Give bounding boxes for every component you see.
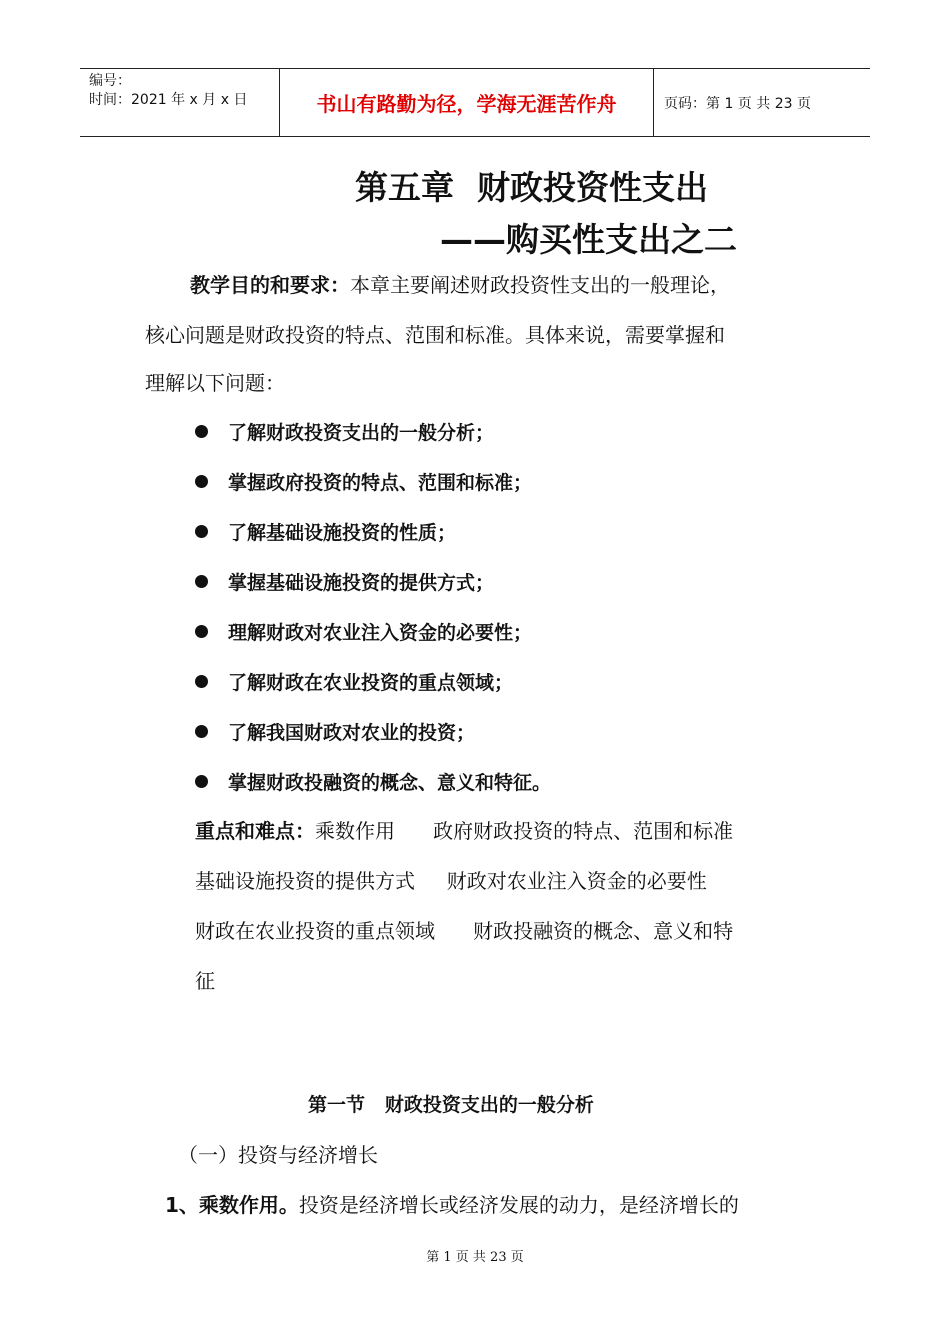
objectives-label: 教学目的和要求： <box>190 273 350 297</box>
number-label: 编号： <box>89 73 131 89</box>
bullet-icon <box>195 525 208 538</box>
bullet-icon <box>195 675 208 688</box>
list-item: 掌握政府投资的特点、范围和标准； <box>195 458 551 508</box>
header-page-info: 页码：第 1 页 共 23 页 <box>664 95 811 112</box>
chapter-title: 第五章 财政投资性支出 <box>355 168 708 207</box>
bullet-icon <box>195 625 208 638</box>
bullet-icon <box>195 725 208 738</box>
bullet-icon <box>195 425 208 438</box>
subsection-title: （一）投资与经济增长 <box>178 1143 378 1167</box>
key-points-line-2: 基础设施投资的提供方式 财政对农业注入资金的必要性 <box>195 869 707 893</box>
bullet-icon <box>195 775 208 788</box>
key-points-line-1 <box>195 806 733 856</box>
section-title: 第一节 财政投资支出的一般分析 <box>308 1094 594 1116</box>
paragraph-1-label: 1、乘数作用。 <box>165 1193 299 1217</box>
bullet-icon <box>195 475 208 488</box>
objectives-list <box>195 408 551 808</box>
list-item: 掌握财政投融资的概念、意义和特征。 <box>195 758 551 808</box>
objectives-text-1: 本章主要阐述财政投资性支出的一般理论， <box>350 273 730 297</box>
objectives-line-2: 核心问题是财政投资的特点、范围和标准。具体来说，需要掌握和 <box>145 323 725 347</box>
key-points-line-3: 财政在农业投资的重点领域 财政投融资的概念、意义和特 <box>195 919 734 943</box>
page-footer: 第 1 页 共 23 页 <box>426 1250 524 1265</box>
header-motto: 书山有路勤为径，学海无涯苦作舟 <box>280 69 654 136</box>
key-points-line-4: 征 <box>195 969 215 993</box>
bullet-icon <box>195 575 208 588</box>
paragraph-1-text: 投资是经济增长或经济发展的动力，是经济增长的 <box>298 1193 739 1217</box>
header-meta-cell <box>80 69 280 136</box>
paragraph-1 <box>165 1180 739 1230</box>
chapter-subtitle: ——购买性支出之二 <box>440 220 737 259</box>
time-label: 时间：2021 年 x 月 x 日 <box>89 92 248 108</box>
list-item: 掌握基础设施投资的提供方式； <box>195 558 551 608</box>
header-table <box>80 68 870 137</box>
list-item: 理解财政对农业注入资金的必要性； <box>195 608 551 658</box>
list-item: 了解财政投资支出的一般分析； <box>195 408 551 458</box>
list-item: 了解我国财政对农业的投资； <box>195 708 551 758</box>
list-item: 了解基础设施投资的性质； <box>195 508 551 558</box>
objectives-line-3: 理解以下问题： <box>145 371 285 395</box>
key-points-label: 重点和难点： <box>195 819 315 843</box>
list-item: 了解财政在农业投资的重点领域； <box>195 658 551 708</box>
key-points-text-1: 乘数作用 政府财政投资的特点、范围和标准 <box>315 819 734 843</box>
objectives-line-1 <box>190 260 730 310</box>
